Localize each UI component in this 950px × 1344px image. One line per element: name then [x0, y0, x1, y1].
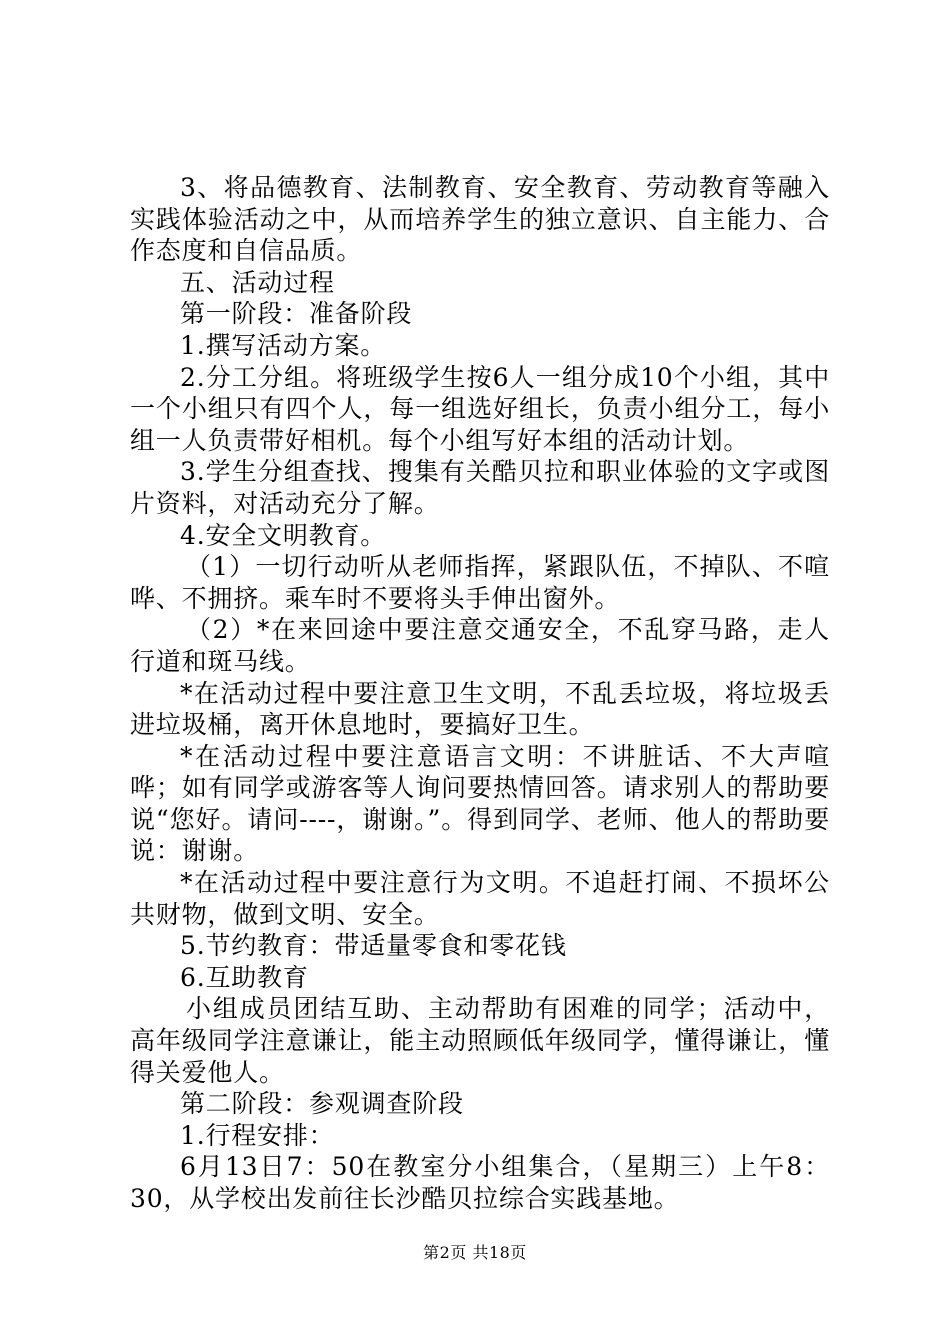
document-body [130, 172, 830, 1215]
paragraph-step-6: 6.互助教育 [180, 962, 309, 992]
paragraph-step-2: 2.分工分组。将班级学生按6人一组分成10个小组，其中一个小组只有四个人，每一组选好组长，负责小组分工，每小组一人负责带好相机。每个小组写好本组的活动计划。 [130, 362, 830, 455]
heading-stage-one: 第一阶段：准备阶段 [180, 299, 413, 329]
paragraph-step-5: 5.节约教育：带适量零食和零花钱 [180, 931, 567, 961]
paragraph-safety-2: （2）*在来回途中要注意交通安全，不乱穿马路，走人行道和斑马线。 [130, 615, 830, 676]
paragraph-language: *在活动过程中要注意语言文明：不讲脏话、不大声喧哗；如有同学或游客等人询问要热情回答。请求别人的帮助要说“您好。请问----，谢谢。”。得到同学、老师、他人的帮助要说：谢谢。 [130, 741, 830, 866]
paragraph-safety-1: （1）一切行动听从老师指挥，紧跟队伍，不掉队、不喧哗、不拥挤。乘车时不要将头手伸出窗外。 [130, 552, 830, 613]
paragraph-step-3: 3.学生分组查找、搜集有关酷贝拉和职业体验的文字或图片资料，对活动充分了解。 [130, 457, 830, 518]
paragraph-goal-3: 3、将品德教育、法制教育、安全教育、劳动教育等融入实践体验活动之中，从而培养学生的独立意识、自主能力、合作态度和自信品质。 [130, 173, 830, 266]
paragraph-mutual-help: 小组成员团结互助、主动帮助有困难的同学；活动中，高年级同学注意谦让，能主动照顾低年级同学，懂得谦让，懂得关爱他人。 [130, 994, 830, 1087]
paragraph-itinerary: 1.行程安排： [180, 1120, 335, 1150]
paragraph-step-4: 4.安全文明教育。 [180, 520, 387, 550]
paragraph-step-1: 1.撰写活动方案。 [180, 330, 387, 360]
paragraph-hygiene: *在活动过程中要注意卫生文明，不乱丢垃圾，将垃圾丢进垃圾桶，离开休息地时，要搞好卫生。 [130, 678, 830, 740]
heading-stage-two: 第二阶段：参观调查阶段 [180, 1089, 464, 1119]
page-footer: 第2页 共18页 [423, 1243, 527, 1262]
heading-activity-process: 五、活动过程 [180, 267, 335, 297]
paragraph-behavior: *在活动过程中要注意行为文明。不追赶打闹、不损坏公共财物，做到文明、安全。 [130, 868, 830, 929]
paragraph-schedule: 6月13日7：50在教室分小组集合，（星期三）上午8：30，从学校出发前往长沙酷贝拉综合实践基地。 [130, 1152, 830, 1213]
